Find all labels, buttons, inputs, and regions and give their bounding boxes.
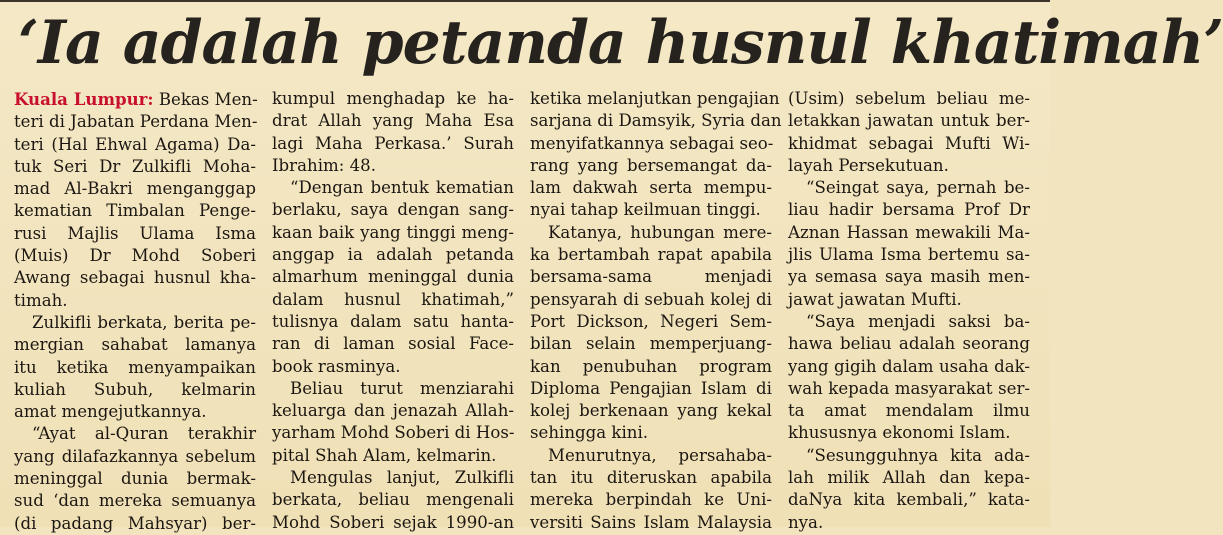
text-line: “Seingat saya, pernah be- xyxy=(806,178,1030,198)
text-line: tan itu diteruskan apabila xyxy=(530,468,772,488)
text-line: lam dakwah serta mempu- xyxy=(530,178,772,198)
text-line: lagi Maha Perkasa.’ Surah xyxy=(272,133,514,153)
article-column-4 xyxy=(788,88,1030,532)
text-line: wah kepada masyarakat ser- xyxy=(788,378,1030,398)
text-line: kan penubuhan program xyxy=(530,356,772,376)
text-line: Diploma Pengajian Islam di xyxy=(530,378,772,398)
text-line: Mohd Soberi sejak 1990-an xyxy=(272,512,514,532)
text-line: bilan selain memperjuang- xyxy=(530,334,772,354)
text-line: berkata, beliau mengenali xyxy=(272,490,514,510)
text-line: teri di Jabatan Perdana Men- xyxy=(14,112,258,132)
text-line: Katanya, hubungan mere- xyxy=(548,222,772,242)
text-line: sarjana di Damsyik, Syria dan xyxy=(530,111,782,131)
text-line: sehingga kini. xyxy=(530,423,649,443)
text-line: timah. xyxy=(14,290,68,310)
text-line: Beliau turut menziarahi xyxy=(290,378,514,398)
text-line xyxy=(14,88,256,111)
text-line: Mengulas lanjut, Zulkifli xyxy=(290,468,514,488)
text-line: tulisnya dalam satu hanta- xyxy=(272,311,514,331)
text-line: yang dilafazkannya sebelum xyxy=(14,446,256,466)
text-line: (Muis) Dr Mohd Soberi xyxy=(14,246,256,266)
text-line: ya semasa saya masih men- xyxy=(788,267,1030,287)
text-line: Awang sebagai husnul kha- xyxy=(14,268,256,288)
text-line: jlis Ulama Isma bertemu sa- xyxy=(788,245,1030,265)
text-line: Aznan Hassan mewakili Ma- xyxy=(788,222,1030,242)
text-line: drat Allah yang Maha Esa xyxy=(272,111,514,131)
text-line: Menurutnya, persahaba- xyxy=(548,445,772,465)
text-line: nya. xyxy=(788,512,824,532)
text-line: kolej berkenaan yang kekal xyxy=(530,401,772,421)
text-line: kuliah Subuh, kelmarin xyxy=(14,379,256,399)
article-body xyxy=(14,88,1038,533)
text-line: yang gigih dalam usaha dak- xyxy=(788,356,1030,376)
text-line: ketika melanjutkan pengajian xyxy=(530,89,780,108)
text-line: “Sesungguhnya kita ada- xyxy=(806,445,1030,465)
text-line: versiti Sains Islam Malaysia xyxy=(530,512,772,532)
text-line: keluarga dan jenazah Allah- xyxy=(272,401,514,421)
text-line: berlaku, saya dengan sang- xyxy=(272,200,514,220)
text-line: hawa beliau adalah seorang xyxy=(788,334,1030,354)
headline: ‘Ia adalah petanda husnul khatimah’ xyxy=(18,8,1223,78)
text-line: bersama-sama menjadi xyxy=(530,267,772,287)
text-line: daNya kita kembali,” kata- xyxy=(788,490,1030,510)
text-line: menyifatkannya sebagai seo- xyxy=(530,133,774,153)
text-line: pital Shah Alam, kelmarin. xyxy=(272,445,497,465)
text-line: dalam husnul khatimah,” xyxy=(272,289,514,309)
text-line: anggap ia adalah petanda xyxy=(272,245,514,265)
text-line: yarham Mohd Soberi di Hos- xyxy=(272,423,515,443)
text-line: Zulkifli berkata, berita pe- xyxy=(32,312,256,332)
text-line: “Ayat al-Quran terakhir xyxy=(32,424,256,444)
text-line: almarhum meninggal dunia xyxy=(272,267,514,287)
text-line: (Usim) sebelum beliau me- xyxy=(788,89,1030,108)
text-line: kumpul menghadap ke ha- xyxy=(272,89,514,108)
text-line: ka bertambah rapat apabila xyxy=(530,245,772,265)
text-line: khidmat sebagai Mufti Wi- xyxy=(788,133,1030,153)
text-line: layah Persekutuan. xyxy=(788,155,949,175)
article-column-3 xyxy=(530,88,782,532)
text-line: Port Dickson, Negeri Sem- xyxy=(530,311,772,331)
text-line: nyai tahap keilmuan tinggi. xyxy=(530,200,761,220)
text-line-rest: Bekas Men- xyxy=(153,90,258,109)
text-line: itu ketika menyampaikan xyxy=(14,357,256,377)
dateline: Kuala Lumpur: xyxy=(14,89,154,109)
article-column-2 xyxy=(272,88,515,532)
text-line: kematian Timbalan Penge- xyxy=(14,201,256,221)
text-line: book rasminya. xyxy=(272,356,401,376)
text-line: teri (Hal Ehwal Agama) Da- xyxy=(14,134,256,154)
text-line: mad Al-Bakri menganggap xyxy=(14,179,256,199)
text-line: mereka berpindah ke Uni- xyxy=(530,490,772,510)
text-line: letakkan jawatan untuk ber- xyxy=(788,111,1030,131)
text-line: rang yang bersemangat da- xyxy=(530,155,772,175)
text-line: Ibrahim: 48. xyxy=(272,155,376,175)
text-line: ran di laman sosial Face- xyxy=(272,334,514,354)
text-line: (di padang Mahsyar) ber- xyxy=(14,513,256,533)
text-line: liau hadir bersama Prof Dr xyxy=(788,200,1030,220)
text-line: amat mengejutkannya. xyxy=(14,402,207,422)
text-line: sud ‘dan mereka semuanya xyxy=(14,491,256,511)
text-line: “Dengan bentuk kematian xyxy=(290,178,514,198)
text-line: khususnya ekonomi Islam. xyxy=(788,423,1011,443)
text-line: lah milik Allah dan kepa- xyxy=(788,468,1030,488)
text-line: rusi Majlis Ulama Isma xyxy=(14,223,256,243)
text-line: meninggal dunia bermak- xyxy=(14,469,256,489)
text-line: pensyarah di sebuah kolej di xyxy=(530,289,772,309)
article-column-1 xyxy=(14,88,258,533)
text-line: ta amat mendalam ilmu xyxy=(788,401,1030,421)
text-line: mergian sahabat lamanya xyxy=(14,335,256,355)
text-line: kaan baik yang tinggi meng- xyxy=(272,222,514,242)
text-line: jawat jawatan Mufti. xyxy=(788,289,962,309)
text-line: tuk Seri Dr Zulkifli Moha- xyxy=(14,156,256,176)
text-line: “Saya menjadi saksi ba- xyxy=(806,311,1030,331)
